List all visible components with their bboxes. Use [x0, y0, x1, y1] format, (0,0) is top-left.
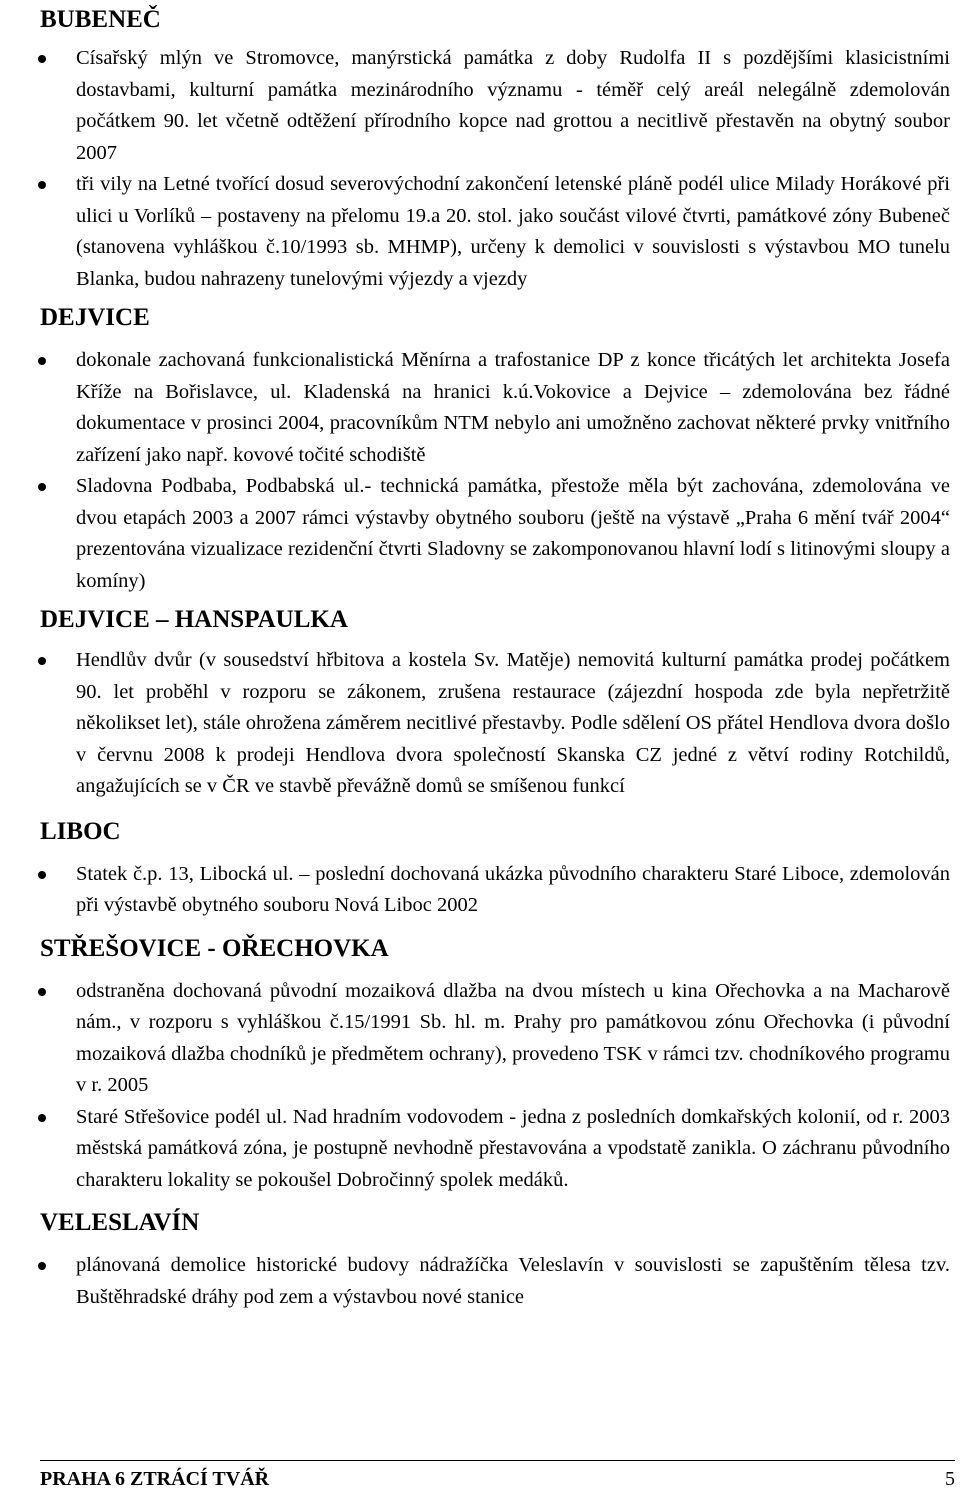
list-item [40, 976, 950, 1102]
bullet-list [40, 645, 950, 803]
section-liboc [40, 817, 950, 922]
list-item-text: odstraněna dochovaná původní mozaiková dlažba na dvou místech u kina Ořechovka a na Macharově nám., v rozporu s vyhláškou č.15/1991 Sb. hl. m. Prahy pro památkovou zónu Ořechovka (i původní mozaiková dlažba chodníků je předmětem ochrany), provedeno TSK v rámci tzv. chodníkového programu v r. 2005 [76, 979, 950, 1096]
list-item-text: Hendlův dvůr (v sousedství hřbitova a kostela Sv. Matěje) nemovitá kulturní památka prodej počátkem 90. let proběhl v rozporu se zákonem, zrušena restaurace (zájezdní hospoda zde byla nepřetržitě několikset let), stále ohrožena záměrem necitlivé přestavby. Podle sdělení OS přátel Hendlova dvora došlo v červnu 2008 k prodeji Hendlova dvora společností Skanska CZ jedné z větví rodiny Rotchildů, angažujících se v ČR ve stavbě převážně domů se smíšenou funkcí [76, 649, 950, 797]
bullet-list [40, 43, 950, 295]
list-item-text: Statek č.p. 13, Libocká ul. – poslední dochovaná ukázka původního charakteru Staré Liboce, zdemolován při výstavbě obytného souboru Nová Liboc 2002 [76, 862, 950, 916]
list-item [40, 859, 950, 922]
bullet-icon [38, 357, 46, 365]
section-title: DEJVICE – HANSPAULKA [40, 606, 348, 633]
section-veleslavin [40, 1208, 950, 1313]
section-title: BUBENEČ [40, 6, 161, 33]
bullet-icon [38, 181, 46, 189]
bullet-icon [38, 988, 46, 996]
list-item-text: Císařský mlýn ve Stromovce, manýrstická památka z doby Rudolfa II s pozdějšími klasicistními dostavbami, kulturní památka mezinárodního významu - téměř celý areál nelegálně zdemolován počátkem 90. let včetně odtěžení přírodního kopce nad grottou a necitlivě přestavěn na obytný soubor 2007 [76, 47, 950, 164]
section-title: LIBOC [40, 817, 121, 845]
section-title: VELESLAVÍN [40, 1209, 200, 1236]
section-title: DEJVICE [40, 304, 150, 331]
list-item-text: plánovaná demolice historické budovy nádražíčka Veleslavín v souvislosti se zapuštěním tělesa tzv. Buštěhradské dráhy pod zem a výstavbou nové stanice [76, 1254, 950, 1308]
list-item [40, 471, 950, 597]
bullet-icon [38, 483, 46, 491]
section-dejvice [40, 303, 950, 597]
document-page [40, 0, 950, 1313]
list-item [40, 169, 950, 295]
bullet-icon [38, 657, 46, 665]
section-stresovice-orechovka [40, 934, 950, 1197]
section-dejvice-hanspaulka [40, 605, 950, 803]
list-item-text: Staré Střešovice podél ul. Nad hradním vodovodem - jedna z posledních domkařských kolonií, od r. 2003 městská památková zóna, je postupně nevhodně přestavována a vpodstatě zanikla. O záchranu původního charakteru lokality se pokoušel Dobročinný spolek medáků. [76, 1105, 950, 1191]
list-item-text: Sladovna Podbaba, Podbabská ul.- technická památka, přestože měla být zachována, zdemolována ve dvou etapách 2003 a 2007 rámci výstavby obytného souboru (ještě na výstavě „Praha 6 mění tvář 2004“ prezentována vizualizace rezidenční čtvrti Sladovny se zakomponovanou hlavní lodí s litinovými sloupy a komíny) [76, 475, 950, 592]
list-item-text: tři vily na Letné tvořící dosud severovýchodní zakončení letenské pláně podél ulice Milady Horákové při ulici u Vorlíků – postaveny na přelomu 19.a 20. stol. jako součást vilové čtvrti, památkové zóny Bubeneč (stanovena vyhláškou č.10/1993 sb. MHMP), určeny k demolici v souvislosti s výstavbou MO tunelu Blanka, budou nahrazeny tunelovými výjezdy a vjezdy [76, 173, 950, 290]
list-item [40, 1250, 950, 1313]
bullet-list [40, 1250, 950, 1313]
footer-title: PRAHA 6 ZTRÁCÍ TVÁŘ [40, 1468, 270, 1490]
list-item [40, 1102, 950, 1197]
bullet-icon [38, 1114, 46, 1122]
list-item [40, 43, 950, 169]
bullet-icon [38, 871, 46, 879]
section-bubenec [40, 5, 950, 295]
bullet-list [40, 859, 950, 922]
page-number: 5 [945, 1468, 955, 1490]
bullet-icon [38, 55, 46, 63]
bullet-list [40, 976, 950, 1197]
bullet-list [40, 345, 950, 597]
list-item [40, 345, 950, 471]
list-item-text: dokonale zachovaná funkcionalistická Měnírna a trafostanice DP z konce třicátých let architekta Josefa Kříže na Bořislavce, ul. Kladenská na hranici k.ú.Vokovice a Dejvice – zdemolována bez řádné dokumentace v prosinci 2004, pracovníkům NTM nebylo ani umožněno zachovat některé prvky vnitřního zařízení jako např. kovové točité schodiště [76, 349, 950, 466]
list-item [40, 645, 950, 803]
section-title: STŘEŠOVICE - OŘECHOVKA [40, 934, 389, 962]
page-footer [40, 1460, 955, 1491]
bullet-icon [38, 1262, 46, 1270]
